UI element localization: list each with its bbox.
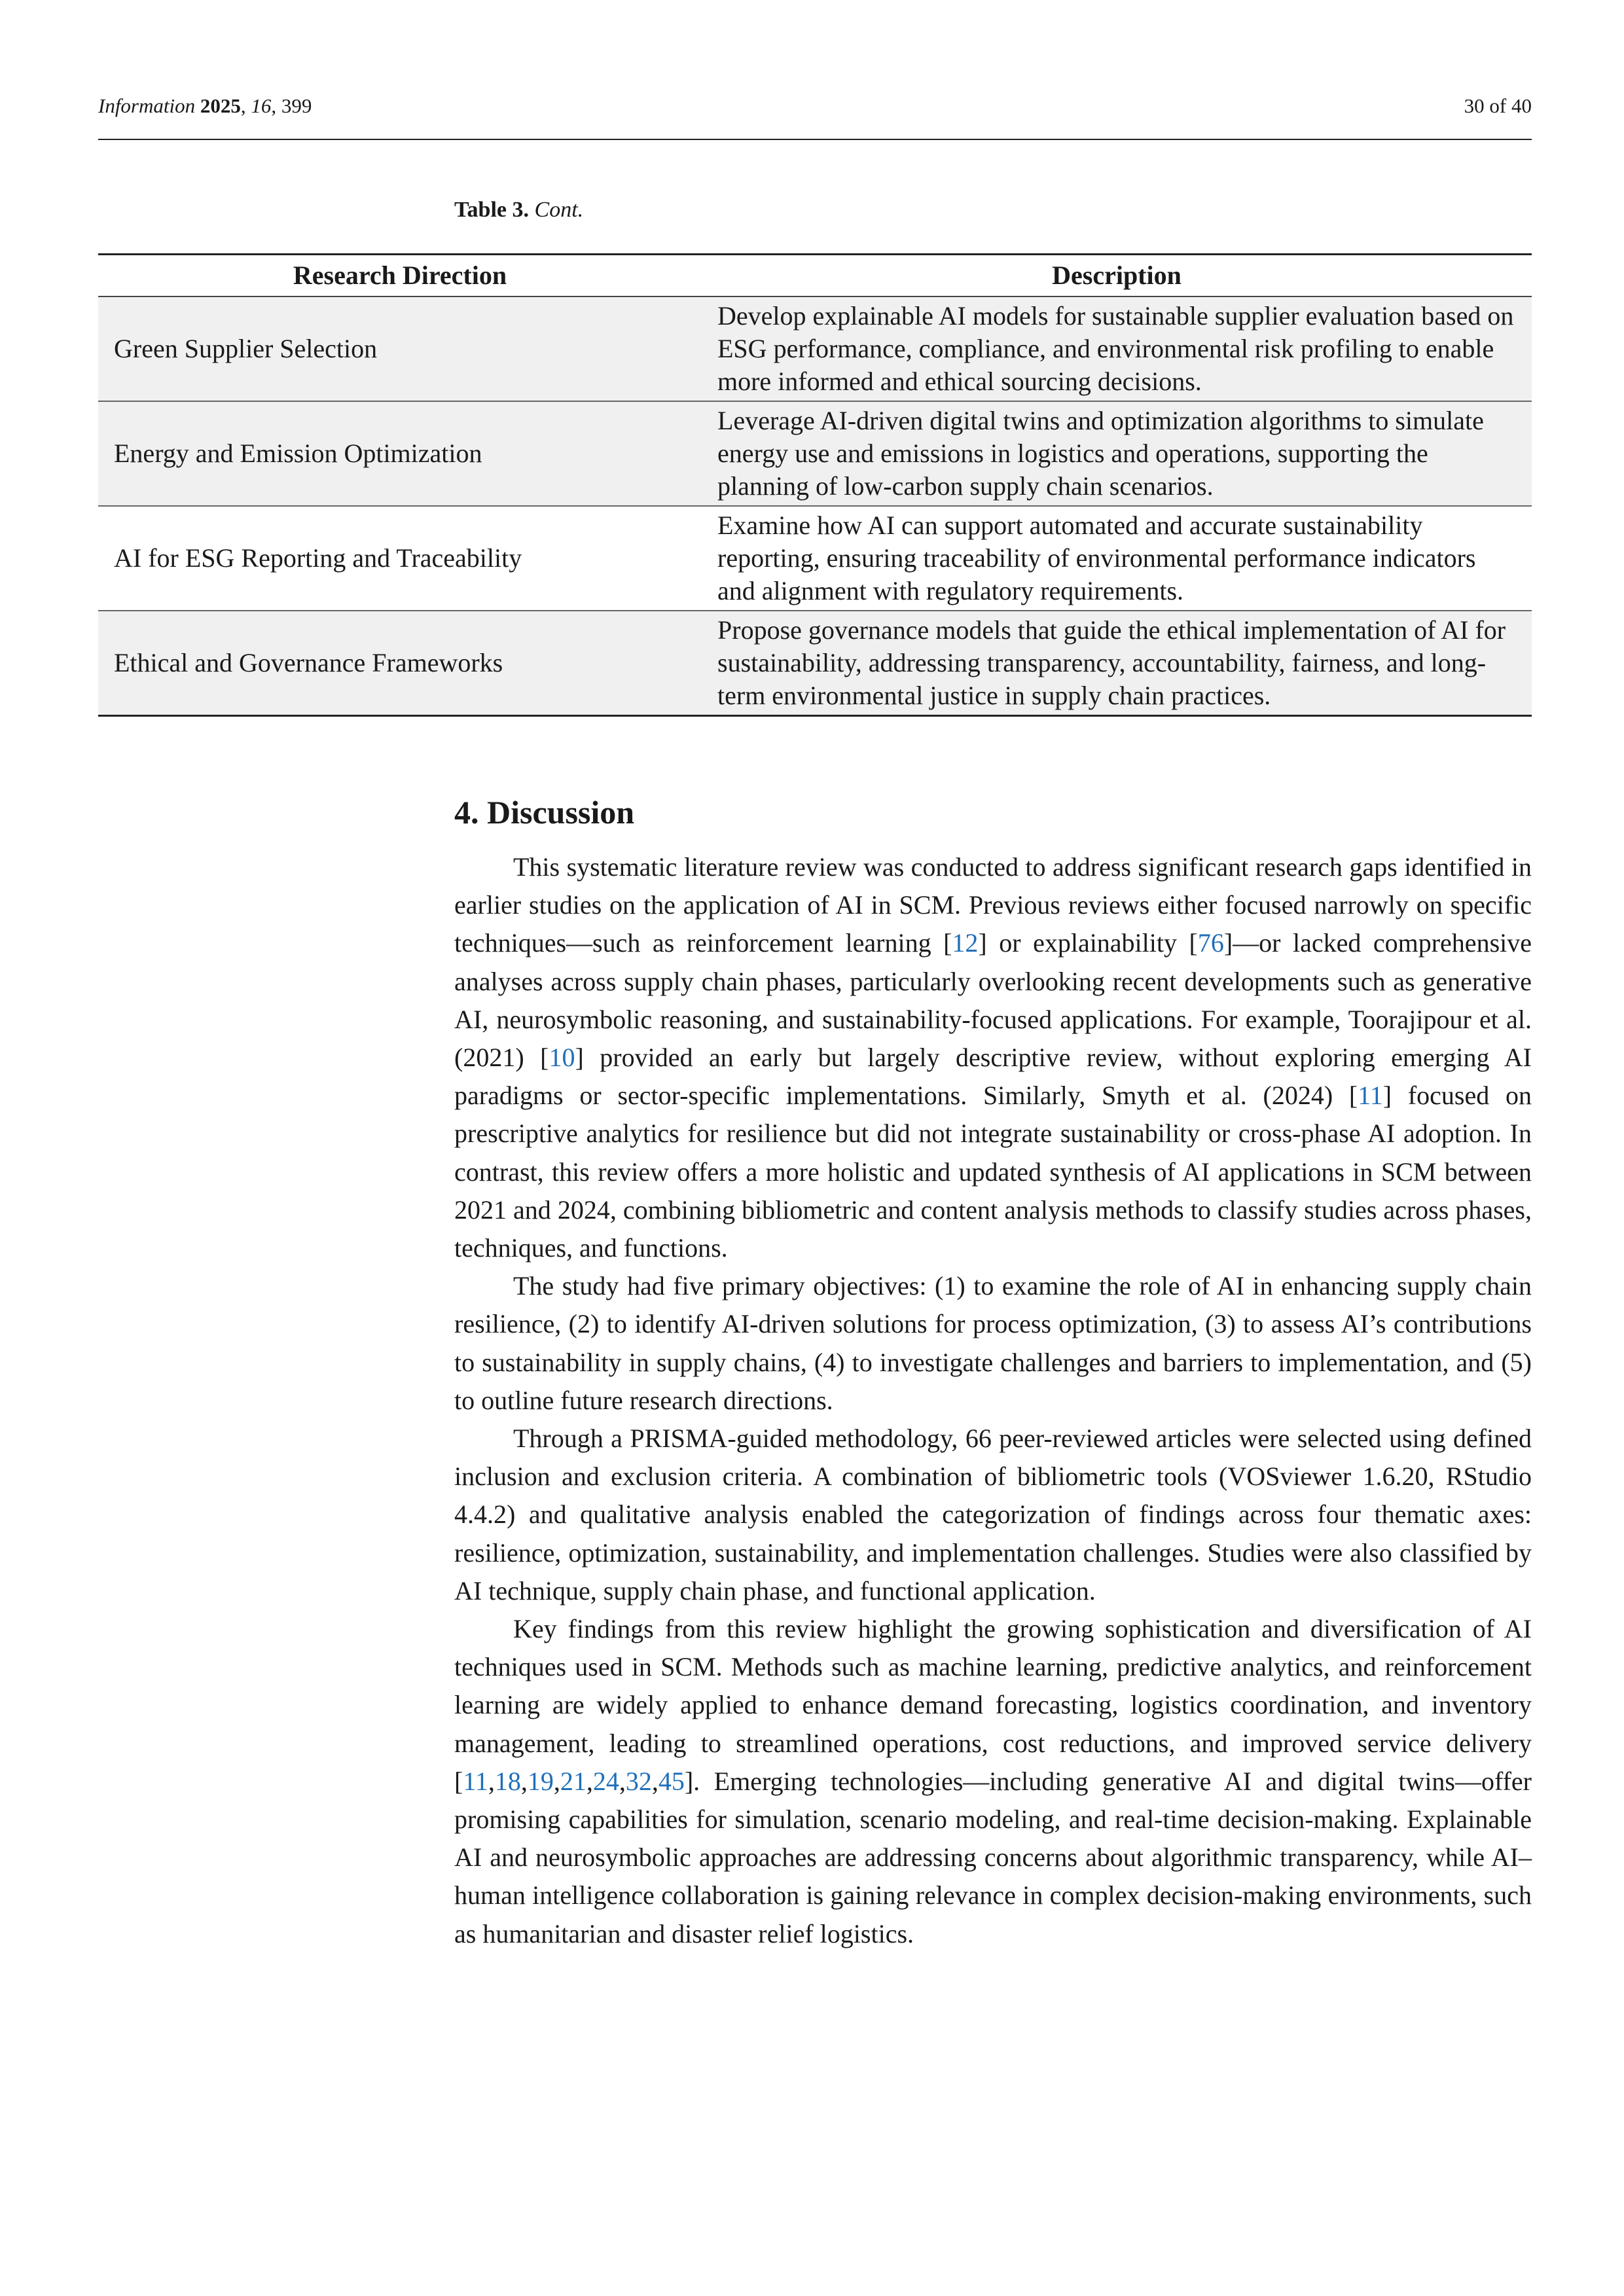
journal-year: 2025 [200,94,241,117]
journal-citation: Information 2025, 16, 399 [98,94,312,117]
description-cell: Leverage AI-driven digital twins and optimization algorithms to simulate energy use and emissions in logistics and operations, supporting the planning of low-carbon supply chain scenarios. [702,401,1532,506]
paragraph-text: ]—or lacked comprehensive analyses across supply chain phases, particularly overlooking recent developments such as generative AI, neurosymbolic reasoning, and sustainability-focused applications. For example, Toorajipour et al. (2021) [ [454,928,1532,1073]
research-direction-cell: Green Supplier Selection [98,296,702,401]
citation-link[interactable]: 76 [1197,928,1224,958]
paragraph-text: ] focused on prescriptive analytics for resilience but did not integrate sustainability or cross-phase AI adoption. In contrast, this review offers a more holistic and updated synthesis of AI applications in SCM between 2021 and 2024, combining bibliometric and content analysis methods to classify studies across phases, techniques, and functions. [454,1081,1532,1263]
paragraph: The study had five primary objectives: (1) to examine the role of AI in enhancing supply chain resilience, (2) to identify AI-driven solutions for process optimization, (3) to assess AI’s contributions to sustainability in supply chains, (4) to investigate challenges and barriers to implementation, and (5) to outline future research directions. [454,1271,1532,1415]
column-header-description: Description [702,255,1532,297]
description-cell: Examine how AI can support automated and accurate sustainability reporting, ensuring traceability of environmental performance indicators and alignment with regulatory requirements. [702,506,1532,611]
paragraph-text: ]. Emerging technologies—including generative AI and digital twins—offer promising capabilities for simulation, scenario modeling, and real-time decision-making. Explainable AI and neurosymbolic approaches are addressing concerns about algorithmic transparency, while AI–human intelligence collaboration is gaining relevance in complex decision-making environments, such as humanitarian and disaster relief logistics. [454,1766,1532,1948]
paragraph: Through a PRISMA-guided methodology, 66 peer-reviewed articles were selected using defined inclusion and exclusion criteria. A combination of bibliometric tools (VOSviewer 1.6.20, RStudio 4.4.2) and qualitative analysis enabled the categorization of findings across four thematic axes: resilience, optimization, sustainability, and implementation challenges. Studies were also classified by AI technique, supply chain phase, and functional application. [454,1424,1532,1605]
citation-link[interactable]: 11 [463,1766,488,1796]
table-row [98,506,1532,611]
paragraph [454,848,1532,1267]
journal-name: Information [98,94,196,117]
section-title: 4. Discussion [454,794,635,831]
research-direction-cell: Ethical and Governance Frameworks [98,611,702,716]
citation-link[interactable]: 10 [549,1043,575,1073]
citation-link[interactable]: 12 [952,928,979,958]
paragraph-text: This systematic literature review was conducted to address significant research gaps identified in earlier studies on the application of AI in SCM. Previous reviews either focused narrowly on specific techniques—such as reinforcement learning [ [454,852,1532,958]
citation-link[interactable]: 18 [494,1766,521,1796]
table-caption-label: Table 3. [454,198,530,222]
citation-link[interactable]: 21 [560,1766,586,1796]
research-directions-table [98,253,1532,717]
paragraph-text: ] or explainability [ [978,928,1198,958]
citation-link[interactable]: 19 [527,1766,554,1796]
table-header-row [98,255,1532,297]
table-caption [454,198,583,223]
article-number: 399 [281,94,312,117]
page-number: 30 of 40 [1464,94,1532,117]
citation-link[interactable]: 24 [592,1766,619,1796]
paragraph-text: Key findings from this review highlight the growing sophistication and diversification of AI techniques used in SCM. Methods such as machine learning, predictive analytics, and reinforcement learning are widely applied to enhance demand forecasting, logistics coordination, and inventory management, leading to streamlined operations, cost reductions, and improved service delivery [ [454,1614,1532,1796]
citation-link[interactable]: 32 [625,1766,652,1796]
paragraph-text: ] provided an early but largely descriptive review, without exploring emerging AI paradigms or sector-specific implementations. Similarly, Smyth et al. (2024) [ [454,1043,1532,1111]
table-row [98,296,1532,401]
paragraph: Key findings from this review highlight the growing sophistication and diversification of AI techniques used in SCM. Methods such as machine learning, predictive analytics, and reinforcement learning are widely applied to enhance demand forecasting, logistics coordination, and inventory management, leading to streamlined operations, cost reductions, and improved service delivery [11,18,19,21,24,32,45]. Emerging technologies—including generative AI and digital twins—offer promising capabilities for simulation, scenario modeling, and real-time decision-making. Explainable AI and neurosymbolic approaches are addressing concerns about algorithmic transparency, while AI–human intelligence collaboration is gaining relevance in complex decision-making environments, such as humanitarian and disaster relief logistics. [454,1614,1532,1948]
description-cell: Develop explainable AI models for sustainable supplier evaluation based on ESG performance, compliance, and environmental risk profiling to enable more informed and ethical sourcing decisions. [702,296,1532,401]
section-body [454,848,1532,1953]
column-header-direction: Research Direction [98,255,702,297]
journal-volume: 16 [251,94,272,117]
research-direction-cell: AI for ESG Reporting and Traceability [98,506,702,611]
citation-link[interactable]: 45 [658,1766,685,1796]
research-direction-cell: Energy and Emission Optimization [98,401,702,506]
page-header [98,92,1532,140]
table-row [98,401,1532,506]
citation-link[interactable]: 11 [1358,1081,1383,1111]
table-row [98,611,1532,716]
table-caption-text: Cont. [534,198,584,222]
description-cell: Propose governance models that guide the ethical implementation of AI for sustainability, addressing transparency, accountability, fairness, and long-term environmental justice in supply chain practices. [702,611,1532,716]
